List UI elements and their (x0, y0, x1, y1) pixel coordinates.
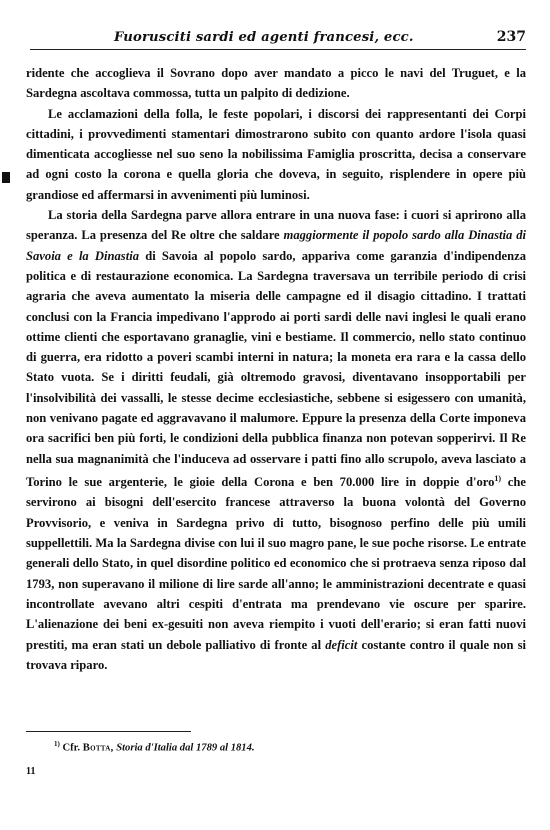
body-text (26, 63, 526, 675)
footnote-rule (26, 731, 191, 732)
paragraph-3-text-b: di Savoia al popolo sardo, appariva come garanzia d'indipendenza politica e di restaurazione economica. La Sardegna traversava un terribile periodo di crisi agraria che aveva aumentato la miseria delle campagne ed il disagio cittadino. I trattati conclusi con la Francia impedivano l'approdo ai porti sardi delle navi inglesi le quali erano ottime clienti che esportavano granaglie, vini e bestiame. Il commercio, nello stato continuo di guerra, era ridotto a poveri scambi interni in natura; la moneta era rara e la cassa dello Stato vuota. Se i diritti feudali, già oltremodo gravosi, diventavano insopportabili per l'insolvibilità dei vassalli, le stesse decime ecclesiastiche, sebbene si esigessero con umanità, non venivano pagate ed aggravavano il malumore. Eppure la presenza della Corte imponeva ora sacrifici ben più forti, le condizioni della pubblica finanza non potevan sopperirvi. Il Re nella sua magnanimità che l'induceva ad osservare i patti fino allo scrupolo, aveva lasciato a Torino le sue argenterie, le gioie della Corona e ben 70.000 lire in doppie d'oro (26, 248, 526, 490)
footnote (54, 740, 255, 754)
paragraph-2: Le acclamazioni della folla, le feste popolari, i discorsi dei rappresentanti dei Corpi cittadini, i provvedimenti stamentari dimostrarono subito con quanto ardore l'isola quasi dimenticata accogliesse nel suo seno la nobilissima Famiglia proscritta, decisa a conservare ad ogni costo la corona e quella gloria che doveva, in seguito, risplendere in opere più grandiose ed affermarsi in avvenimenti più luminosi. (26, 106, 526, 202)
signature-mark: 11 (26, 766, 36, 777)
running-header (30, 28, 526, 50)
running-title: Fuorusciti sardi ed agenti francesi, ecc. (114, 30, 414, 45)
footnote-work: Storia d'Italia dal 1789 al 1814. (116, 742, 255, 754)
paragraph-3-italic: maggiormente il popolo sardo alla Dinastia di Savoia e la Dinastia (26, 228, 526, 263)
deficit-italic: deficit (325, 637, 358, 652)
paragraph-1: ridente che accoglieva il Sovrano dopo aver mandato a picco le navi del Truguet, e la Sardegna ascoltava commossa, tutta un palpito di dedizione. (26, 66, 526, 101)
paragraph-3 (26, 205, 526, 675)
paragraph-3-text-c: che servirono ai bisogni dell'esercito francese attraverso la buona volontà del Governo Provvisorio, e veniva in Sardegna privo di tutto, bisognoso perfino delle più umili suppellettili. Ma la Sardegna divise con lui il suo magro pane, le sue poche risorse. Le entrate generali dello Stato, in quel disordine politico ed economico che si protraeva senza riposo dal 1793, non superavano il milione di lire sarde all'anno; le amministrazioni decentrate e quasi incontrollate avevano altri cespiti d'entrata ma prendevano vie oscure per sparire. L'alienazione dei beni ex-gesuiti non aveva riempito i vuoti dell'erario; si eran fatti nuovi prestiti, ma eran stati un debole palliativo di fronte al (26, 475, 526, 652)
footnote-prefix: Cfr. (62, 742, 81, 754)
footnote-marker: 1) (54, 740, 60, 748)
margin-mark (2, 172, 10, 183)
footnote-author: Botta, (82, 742, 114, 754)
paragraph-3-text-d: costante contro il quale non si trovava riparo. (26, 637, 526, 672)
paragraph-3-text-a: La storia della Sardegna parve allora entrare in una nuova fase: i cuori si aprirono alla speranza. La presenza del Re oltre che saldare (26, 208, 526, 243)
footnote-reference: 1) (494, 473, 502, 483)
page-number: 237 (496, 29, 526, 45)
